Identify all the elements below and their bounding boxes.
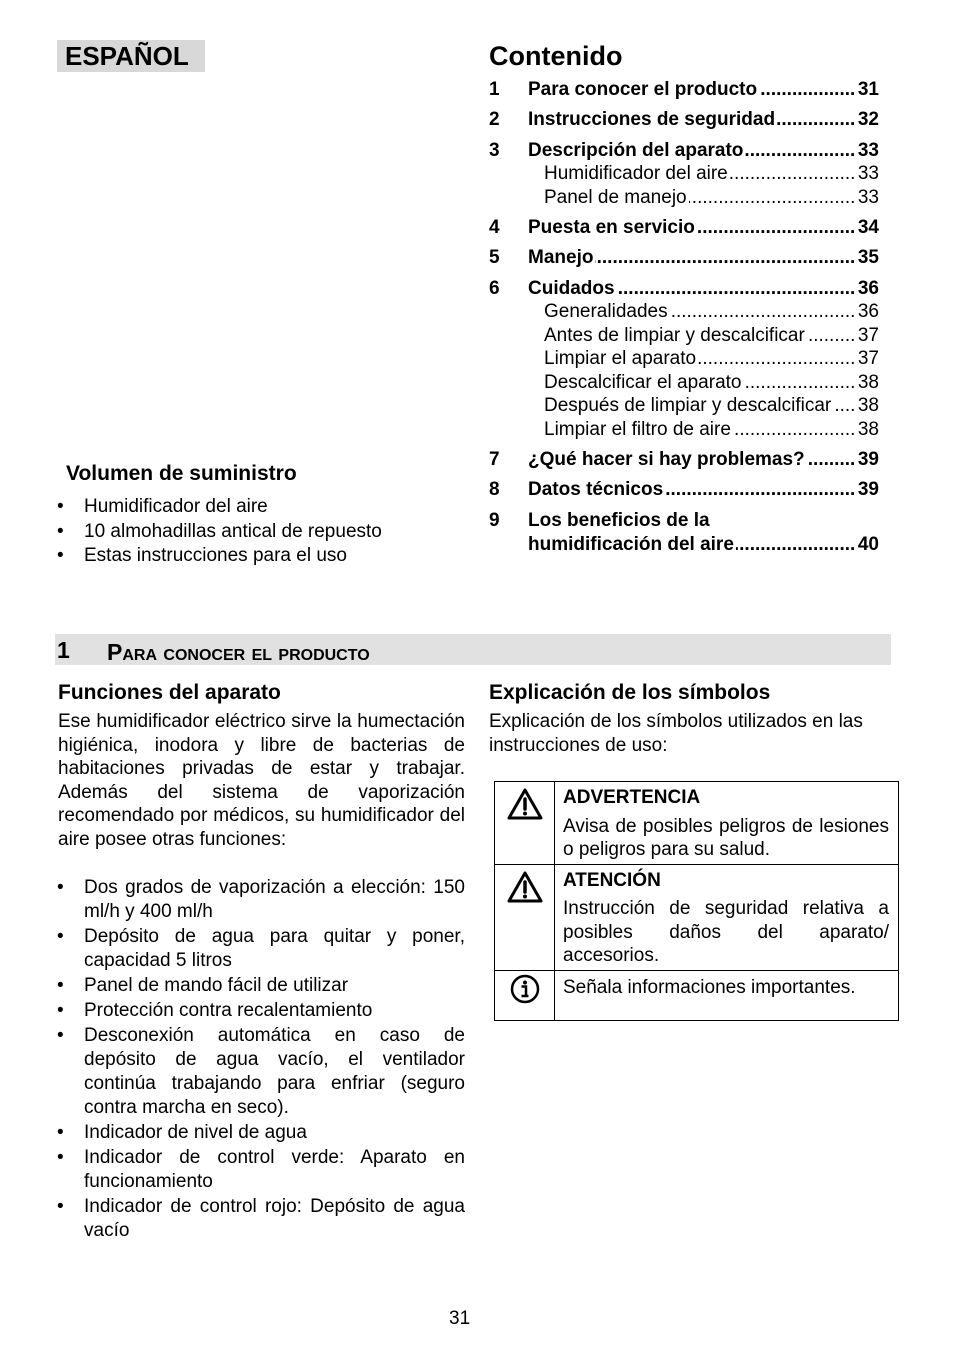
symbols-intro: Explicación de los símbolos utilizados en las instrucciones de uso: xyxy=(489,711,863,756)
toc-entry-text: Descalcificar el aparato xyxy=(544,372,742,393)
toc-entry-number: 7 xyxy=(489,449,500,470)
toc-entry-number: 4 xyxy=(489,217,500,238)
toc-entry xyxy=(489,300,879,324)
list-item: • Dos grados de vaporización a elección: 150 ml/h y 400 ml/h xyxy=(57,876,465,924)
toc-entry-text: Los beneficios de la xyxy=(528,510,710,531)
toc-entry-text: Humidificador del aire xyxy=(544,163,728,184)
toc-entry-page: 39 xyxy=(857,449,879,470)
toc-entry-page: 33 xyxy=(857,140,879,161)
toc-entry xyxy=(489,448,879,472)
table-row xyxy=(495,782,899,865)
toc-entry xyxy=(489,324,879,348)
toc-entry-text: Cuidados xyxy=(528,278,615,299)
toc-entry xyxy=(489,394,879,418)
toc-entry-text: Puesta en servicio xyxy=(528,217,695,238)
toc-entry xyxy=(489,108,879,132)
table-row xyxy=(495,970,899,1021)
symbol-text: Señala informaciones importantes. xyxy=(563,976,856,998)
toc-entry-page: 39 xyxy=(857,479,879,500)
toc-entry-text: ¿Qué hacer si hay problemas? xyxy=(528,449,805,470)
toc-entry-page: 38 xyxy=(857,372,879,393)
toc-entry-text: Manejo xyxy=(528,247,594,268)
supply-list xyxy=(57,495,457,569)
functions-heading: Funciones del aparato xyxy=(58,681,281,704)
symbols-table xyxy=(494,781,899,1021)
toc-entry xyxy=(489,277,879,301)
toc-entry-number: 8 xyxy=(489,479,500,500)
warning-triangle-icon xyxy=(507,788,543,820)
toc-entry-text: Limpiar el aparato xyxy=(544,348,697,369)
toc-entry xyxy=(489,246,879,270)
page-number: 31 xyxy=(449,1308,471,1329)
list-item: • Panel de mando fácil de utilizar xyxy=(57,974,465,998)
toc-entry-number: 6 xyxy=(489,278,500,299)
toc-entry-text: Datos técnicos xyxy=(528,479,664,500)
toc-entry-page: 34 xyxy=(857,217,879,238)
symbol-title: ADVERTENCIA xyxy=(563,787,701,808)
list-item: • 10 almohadillas antical de repuesto xyxy=(57,520,457,545)
supply-heading: Volumen de suministro xyxy=(66,462,297,485)
toc-entry xyxy=(489,162,879,186)
table-row xyxy=(495,864,899,970)
toc-entry-page: 36 xyxy=(857,278,879,299)
toc-entry-page: 40 xyxy=(857,534,879,555)
toc-entry-text: Antes de limpiar y descalcificar xyxy=(544,325,805,346)
toc-entry-page: 33 xyxy=(857,187,879,208)
list-item: • Desconexión automática en caso de depósito de agua vacío, el ventilador continúa trabajando para enfriar (seguro contra marcha en seco). xyxy=(57,1024,465,1120)
toc-title: Contenido xyxy=(489,41,623,71)
functions-list xyxy=(57,876,465,1244)
symbols-heading: Explicación de los símbolos xyxy=(489,681,771,704)
toc-entry-page: 38 xyxy=(857,395,879,416)
toc-entry-text: Instrucciones de seguridad xyxy=(528,109,776,130)
toc-entry xyxy=(489,371,879,395)
symbol-text: Instrucción de seguridad relativa a posibles daños del aparato/ accesorios. xyxy=(563,898,889,966)
toc-entry-page: 37 xyxy=(857,348,879,369)
toc-entry-text: Después de limpiar y descalcificar xyxy=(544,395,832,416)
warning-triangle-icon xyxy=(507,871,543,903)
toc-entry xyxy=(489,78,879,102)
toc-entry-text-line2: humidificación del aire xyxy=(528,534,734,555)
list-item: • Protección contra recalentamiento xyxy=(57,999,465,1023)
list-item: • Depósito de agua para quitar y poner, capacidad 5 litros xyxy=(57,925,465,973)
list-item: • Humidificador del aire xyxy=(57,495,457,520)
language-badge: ESPAÑOL xyxy=(57,40,205,72)
list-item: • Indicador de nivel de agua xyxy=(57,1121,465,1145)
toc-entry-page: 38 xyxy=(857,419,879,440)
toc-entry-number: 2 xyxy=(489,109,500,130)
symbol-title: ATENCIÓN xyxy=(563,869,661,891)
toc-entry-page: 32 xyxy=(857,109,879,130)
list-item: • Estas instrucciones para el uso xyxy=(57,544,457,569)
toc-entry-text: Para conocer el producto xyxy=(528,79,758,100)
toc-entry-number: 1 xyxy=(489,79,500,100)
toc-entry xyxy=(489,478,879,502)
toc-entry-text: Panel de manejo xyxy=(544,187,687,208)
toc-entry-text: Limpiar el filtro de aire xyxy=(544,419,731,440)
toc-entry-page: 36 xyxy=(857,301,879,322)
section-title: Para conocer el producto xyxy=(107,639,370,665)
toc-entry xyxy=(489,216,879,240)
toc-entry xyxy=(489,347,879,371)
toc-entry-page: 31 xyxy=(857,79,879,100)
list-item: • Indicador de control rojo: Depósito de agua vacío xyxy=(57,1195,465,1243)
toc-entry-page: 35 xyxy=(857,247,879,268)
toc-entry-page: 33 xyxy=(857,163,879,184)
toc-entry xyxy=(489,418,879,442)
toc-entry-text: Generalidades xyxy=(544,301,668,322)
toc-entry-number: 5 xyxy=(489,247,500,268)
toc-entry xyxy=(489,139,879,163)
symbol-text: Avisa de posibles peligros de lesiones o peligros para su salud. xyxy=(563,815,889,860)
toc-entry-number: 3 xyxy=(489,140,500,161)
toc-entry xyxy=(489,509,879,555)
toc-entry-number: 9 xyxy=(489,510,500,531)
section-number: 1 xyxy=(57,637,70,663)
list-item: • Indicador de control verde: Aparato en funcionamiento xyxy=(57,1146,465,1194)
info-icon xyxy=(510,974,540,1004)
functions-paragraph: Ese humidificador eléctrico sirve la humectación higiénica, inodora y libre de bacterias de habitaciones privadas de estar y trabajar. Además del sistema de vaporización recomendado por médicos, su humidificador del aire posee otras funciones: xyxy=(58,711,465,850)
toc-entry xyxy=(489,186,879,210)
toc-entry-page: 37 xyxy=(857,325,879,346)
toc-entry-text: Descripción del aparato xyxy=(528,140,744,161)
